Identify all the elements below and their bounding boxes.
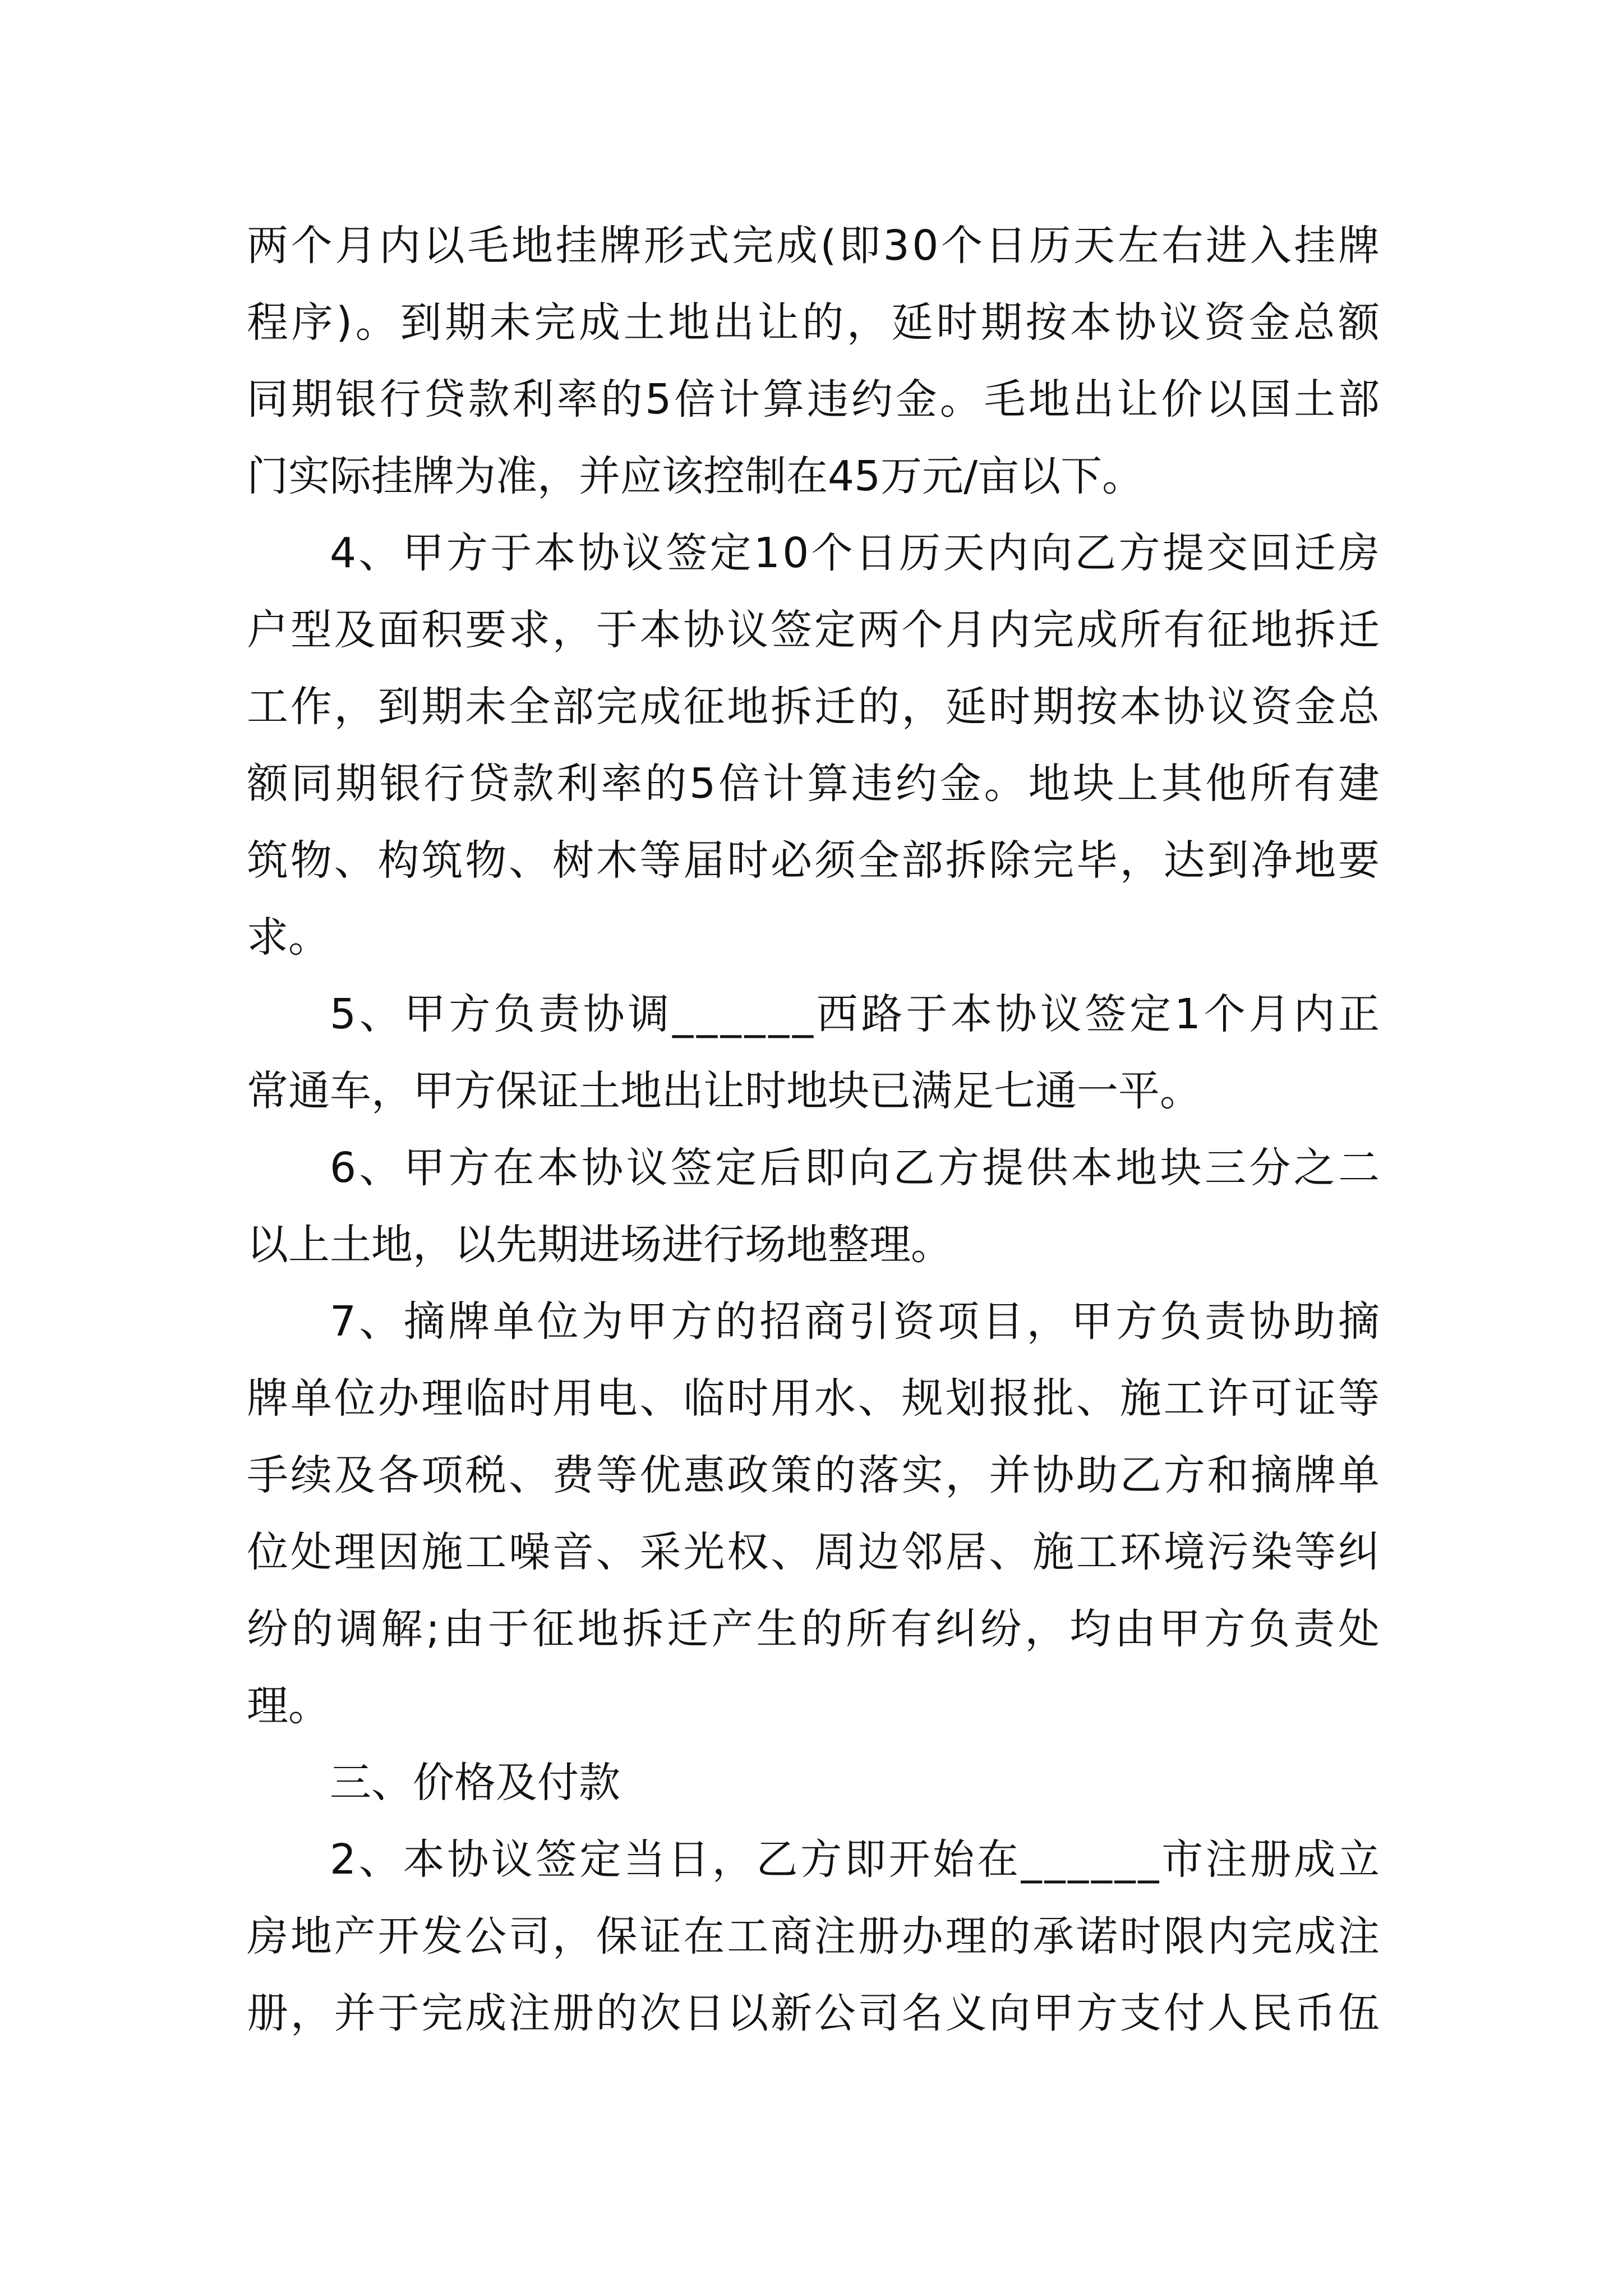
section-heading xyxy=(247,1745,1380,1821)
paragraph-1 xyxy=(247,208,1383,515)
text-line: 位处理因施工噪音、采光权、周边邻居、施工环境污染等纠 xyxy=(247,1528,1382,1576)
text-line: 户型及面积要求，于本协议签定两个月内完成所有征地拆迁 xyxy=(247,606,1382,654)
text-line: 额同期银行贷款利率的5倍计算违约金。地块上其他所有建 xyxy=(247,760,1382,808)
paragraph-clause-6 xyxy=(247,1130,1383,1283)
text-line: 房地产开发公司，保证在工商注册办理的承诺时限内完成注 xyxy=(247,1912,1382,1961)
text-line: 牌单位办理临时用电、临时用水、规划报批、施工许可证等 xyxy=(247,1374,1382,1423)
text-line: 4、甲方于本协议签定10个日历天内向乙方提交回迁房 xyxy=(330,529,1382,577)
text-line: 手续及各项税、费等优惠政策的落实，并协助乙方和摘牌单 xyxy=(247,1451,1382,1499)
text-line: 以上土地，以先期进场进行场地整理。 xyxy=(247,1221,952,1269)
text-line: 6、甲方在本协议签定后即向乙方提供本地块三分之二 xyxy=(330,1144,1383,1192)
text-line: 理。 xyxy=(247,1682,330,1730)
text-line: 求。 xyxy=(247,913,330,961)
section-heading-text: 三、价格及付款 xyxy=(330,1759,620,1807)
text-line: 5、甲方负责协调______西路于本协议签定1个月内正 xyxy=(330,990,1383,1038)
text-line: 门实际挂牌为准，并应该控制在45万元/亩以下。 xyxy=(247,452,1144,500)
text-line: 程序)。到期未完成土地出让的，延时期按本协议资金总额 xyxy=(247,298,1383,347)
text-line: 筑物、构筑物、树木等届时必须全部拆除完毕，达到净地要 xyxy=(247,836,1382,885)
text-line: 工作，到期未全部完成征地拆迁的，延时期按本协议资金总 xyxy=(247,683,1382,731)
text-line: 2、本协议签定当日，乙方即开始在______市注册成立 xyxy=(330,1835,1382,1884)
paragraph-clause-5 xyxy=(247,976,1383,1130)
text-line: 两个月内以毛地挂牌形式完成(即30个日历天左右进入挂牌 xyxy=(247,222,1382,270)
paragraph-clause-7 xyxy=(247,1283,1383,1745)
text-line: 同期银行贷款利率的5倍计算违约金。毛地出让价以国土部 xyxy=(247,375,1382,424)
text-line: 册，并于完成注册的次日以新公司名义向甲方支付人民币伍 xyxy=(247,1989,1382,2037)
paragraph-clause-4 xyxy=(247,515,1380,976)
paragraph-payment-2 xyxy=(247,1821,1380,2052)
text-line: 7、摘牌单位为甲方的招商引资项目，甲方负责协助摘 xyxy=(330,1297,1383,1346)
document-page xyxy=(247,208,1383,2052)
text-line: 常通车，甲方保证土地出让时地块已满足七通一平。 xyxy=(247,1067,1201,1115)
text-line: 纷的调解;由于征地拆迁产生的所有纠纷，均由甲方负责处 xyxy=(247,1605,1383,1653)
